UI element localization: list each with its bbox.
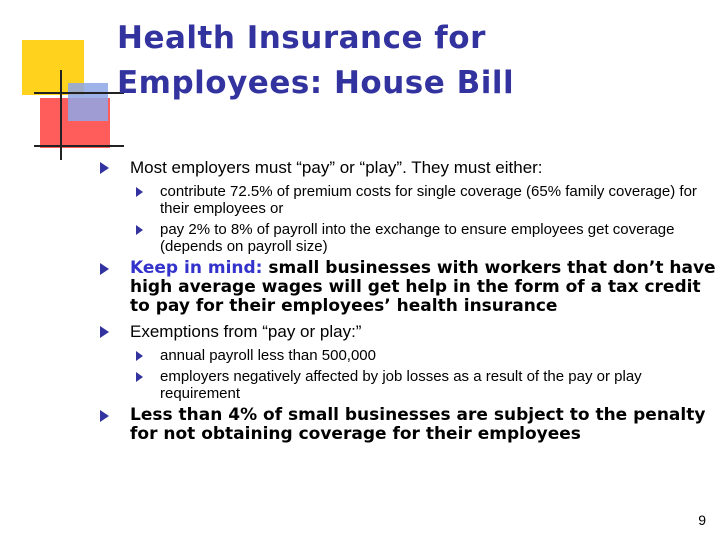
bullet-text: Most employers must “pay” or “play”. They must either: <box>130 158 543 177</box>
bullet-marker-icon <box>136 187 143 197</box>
bullet-item <box>96 406 716 444</box>
bullet-item <box>96 158 716 177</box>
sub-bullet-list <box>96 347 716 402</box>
sub-bullet-item <box>96 368 716 402</box>
bullet-marker-icon <box>100 162 109 174</box>
horizontal-line-top <box>34 92 124 94</box>
title-line-1: Health Insurance for <box>117 20 486 56</box>
bullet-text: Exemptions from “pay or play:” <box>130 322 362 341</box>
bullet-text: small businesses with workers that don’t have high average wages will get help in the form of a tax credit to pay for their employees’ health insurance <box>130 258 716 316</box>
sub-bullet-item <box>96 221 716 255</box>
sub-bullet-text: employers negatively affected by job losses as a result of the pay or play requirement <box>160 368 642 402</box>
sub-bullet-item <box>96 347 716 364</box>
sub-bullet-text: contribute 72.5% of premium costs for single coverage (65% family coverage) for their employees or <box>160 183 697 217</box>
sub-bullet-item <box>96 183 716 217</box>
bullet-item <box>96 322 716 341</box>
bullet-marker-icon <box>136 225 143 235</box>
title-line-2: Employees: House Bill <box>117 65 515 101</box>
bullet-item <box>96 259 716 316</box>
bullet-marker-icon <box>100 263 109 275</box>
bullet-lead-text: Keep in mind: <box>130 258 263 278</box>
slide-title <box>117 16 717 106</box>
decorative-graphic <box>0 0 130 170</box>
bullet-marker-icon <box>100 326 109 338</box>
sub-bullet-text: pay 2% to 8% of payroll into the exchange to ensure employees get coverage (depends on payroll size) <box>160 221 675 255</box>
sub-bullet-text: annual payroll less than 500,000 <box>160 347 376 364</box>
bullet-marker-icon <box>100 410 109 422</box>
bullet-list <box>96 158 716 450</box>
sub-bullet-list <box>96 183 716 255</box>
page-number: 9 <box>698 512 706 528</box>
blue-square <box>68 83 108 121</box>
bullet-marker-icon <box>136 372 143 382</box>
bullet-marker-icon <box>136 351 143 361</box>
bullet-text: Less than 4% of small businesses are subject to the penalty for not obtaining coverage for their employees <box>130 405 706 444</box>
horizontal-line-bottom <box>34 145 124 147</box>
